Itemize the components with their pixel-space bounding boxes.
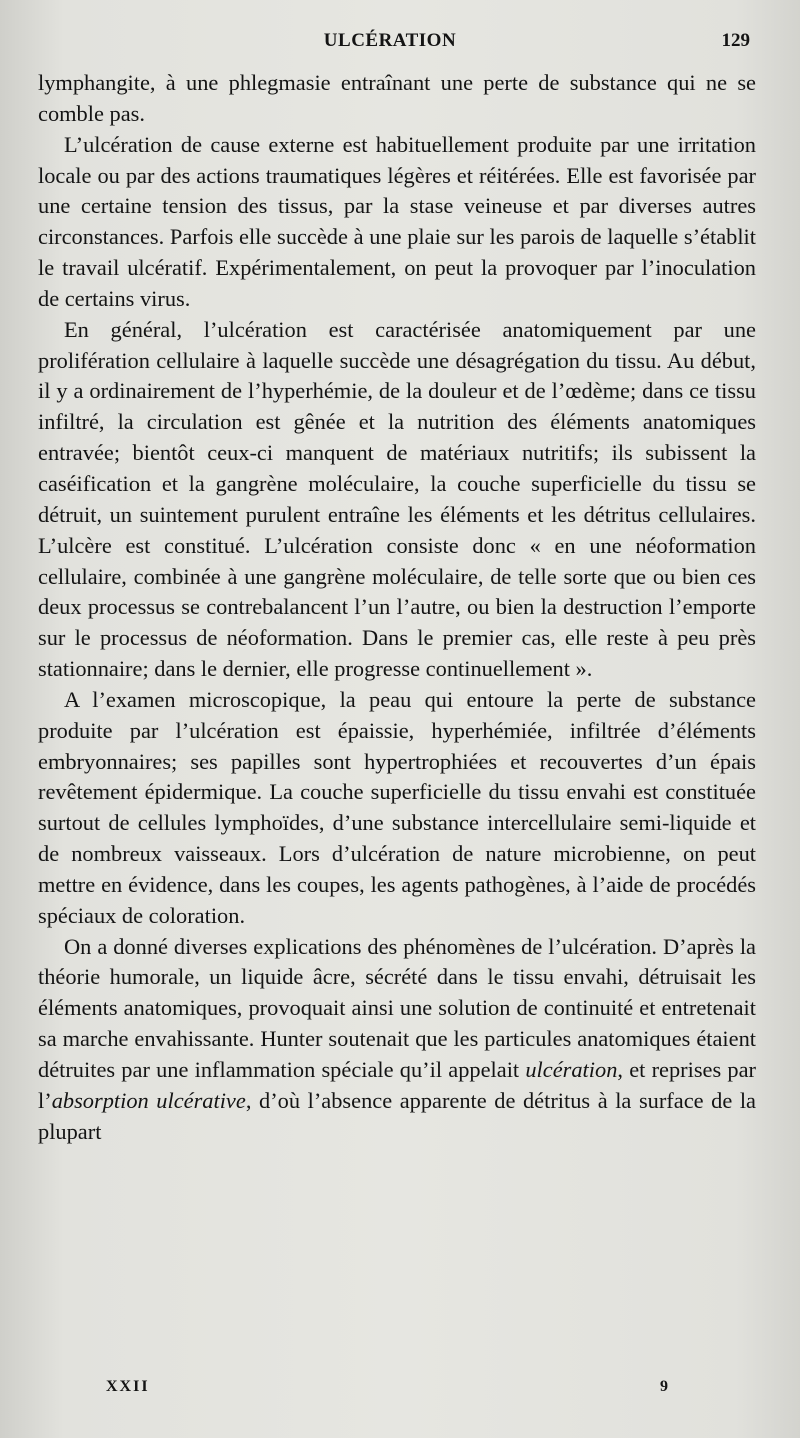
body-text (38, 68, 756, 1148)
theories-text-2: , et reprises par l’ (38, 1057, 757, 1113)
running-title: ULCÉRATION (323, 30, 457, 51)
sheet-number: 9 (660, 1378, 668, 1395)
theories-text-3: , d’où l’absence apparente de détritus à la surface de la plupart (38, 1087, 756, 1144)
paragraph-microscopy: A l’examen microscopique, la peau qui entoure la perte de substance produite par l’ulcération est épaissie, hyperhémiée, infiltrée d’éléments embryonnaires; ses papilles sont hypertrophiées et recouvertes d’un épais revêtement épidermique. La couche superficielle du tissu envahi est constituée surtout de cellules lymphoïdes, d’une substance intercellulaire semi-liquide et de nombreux vaisseaux. Lors d’ulcération de nature microbienne, on peut mettre en évidence, dans les coupes, les agents pathogènes, à l’aide de procédés spéciaux de coloration. (38, 686, 756, 928)
theories-text-1: On a donné diverses explications des phénomènes de l’ulcération. D’après la théorie humorale, un liquide âcre, sécrété dans le tissu envahi, détruisait les éléments anatomiques, provoquait ainsi une solution de continuité et entretenait sa marche envahissante. Hunter soutenait que les particules anatomiques étaient détruites par une inflammation spéciale qu’il appelait (38, 933, 756, 1082)
page-footer (0, 1378, 800, 1404)
paragraph-external-cause: L’ulcération de cause externe est habituellement produite par une irritation locale ou par des actions traumatiques légères et réitérées. Elle est favorisée par une certaine tension des tissus, par la stase veineuse et par diverses autres circonstances. Parfois elle succède à une plaie sur les parois de laquelle s’établit le travail ulcératif. Expérimentalement, on peut la provoquer par l’inoculation de certains virus. (38, 131, 756, 311)
term-absorption-ulcerative: absorption ulcérative (51, 1087, 246, 1113)
signature-mark: XXII (106, 1378, 150, 1395)
paragraph-continuation: lymphangite, à une phlegmasie entraînant une perte de substance qui ne se comble pas. (38, 70, 756, 126)
paragraph-theories (38, 932, 756, 1148)
paragraph-anatomy: En général, l’ulcération est caractérisée anatomiquement par une prolifération cellulaire à laquelle succède une désagrégation du tissu. Au début, il y a ordinairement de l’hyperhémie, de la douleur et de l’œdème; dans ce tissu infiltré, la circulation est gênée et la nutrition des éléments anatomiques entravée; bientôt ceux-ci manquent de matériaux nutritifs; ils subissent la caséification et la gangrène moléculaire, la couche superficielle du tissu se détruit, un suintement purulent entraîne les éléments et les détritus cellulaires. L’ulcère est constitué. L’ulcération consiste donc « en une néoformation cellulaire, combinée à une gangrène moléculaire, de telle sorte que ou bien ces deux processus se contrebalancent l’un l’autre, ou bien la destruction l’emporte sur le processus de néoformation. Dans le premier cas, elle reste à peu près stationnaire; dans le dernier, elle progresse continuellement ». (38, 316, 756, 682)
term-ulceration: ulcération (525, 1057, 618, 1082)
running-head (0, 30, 800, 60)
page-number: 129 (721, 30, 750, 51)
